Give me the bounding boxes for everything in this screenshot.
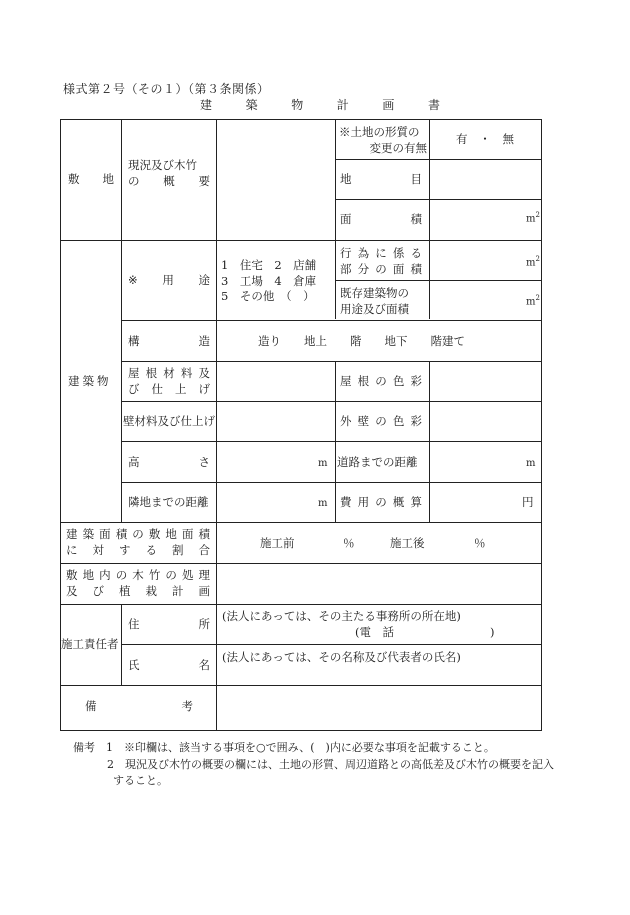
note-line-2: 2 現況及び木竹の概要の欄には、土地の形質、周辺道路との高低差及び木竹の概要を記入 [107,757,554,771]
act-area-unit: $m^2$ [526,255,540,269]
land-category-label: 地 目 [340,172,422,186]
row-divider [335,199,541,200]
cost-unit: 円 [522,495,534,509]
row-divider [121,401,541,402]
row-divider [121,482,541,483]
phone-close: ) [490,625,495,639]
name-note: (法人にあっては、その名称及び代表者の氏名) [222,650,461,664]
after-percent: ％ [474,536,486,550]
row-divider [121,361,541,362]
before-construction-label: 施工前 [260,536,295,550]
wall-material-label: 壁材料及び仕上げ [123,414,215,428]
form-notes [73,740,554,790]
title-char: 物 [291,98,304,112]
address-note: (法人にあっては、その主たる事務所の所在地) [222,609,461,623]
row-divider [121,644,541,645]
roof-material-label: 屋 根 材 料 及 び 仕 上 げ [128,366,210,396]
coverage-ratio-label: 建 築 面 積 の 敷 地 面 積 に 対 す る 割 合 [66,527,210,557]
form-title [200,96,440,113]
area-unit: $m^2$ [526,211,540,225]
title-char: 築 [245,98,258,112]
title-char: 計 [336,98,349,112]
act-area-label: 行 為 に 係 る 部 分 の 面 積 [340,246,422,276]
existing-use-label: 既存建築物の 用途及び面積 [340,286,409,316]
use-label: ※ 用 途 [128,273,210,287]
row-divider [60,685,541,686]
remarks-label: 備 考 [85,699,193,713]
roof-color-label: 屋 根 の 色 彩 [340,374,422,388]
table-border-top [60,119,542,120]
table-border-bottom [60,730,542,731]
wall-color-label: 外 壁 の 色 彩 [340,414,422,428]
road-distance-label: 道路までの距離 [337,455,418,469]
row-divider [335,280,541,281]
address-label: 住 所 [128,617,210,631]
height-label: 高 さ [128,455,210,469]
row-divider [121,320,541,321]
height-unit: m [318,458,328,469]
title-char: 建 [200,98,213,112]
row-divider [335,159,541,160]
col-divider [335,119,336,319]
area-label: 面 積 [340,212,422,226]
col-divider [216,119,217,731]
row-divider [121,441,541,442]
note-line-1: 備考 1 ※印欄は、該当する事項を○で囲み、( )内に必要な事項を記載すること。 [73,741,495,754]
row-divider [60,240,541,241]
road-distance-unit: m [526,458,536,469]
neighbor-distance-label: 隣地までの距離 [128,495,209,509]
overview-label: 現況及び木竹 の 概 要 [128,158,210,188]
cost-label: 費 用 の 概 算 [340,495,422,509]
after-construction-label: 施工後 [390,536,425,550]
form-number: 様式第２号（その１）（第３条関係） [63,82,270,96]
structure-value: 造り 地上 階 地下 階建て [258,334,465,348]
title-char: 画 [382,98,395,112]
land-change-value: 有 ・ 無 [456,132,514,146]
phone-label: (電 話 [355,625,394,639]
neighbor-distance-unit: m [318,498,328,509]
before-percent: ％ [343,536,355,550]
note-line-3: すること。 [113,774,168,787]
col-divider [429,119,430,319]
contractor-label: 施工責任者 [61,637,119,651]
use-options: 1 住宅 2 店舗 3 工場 4 倉庫 5 その他 （ ） [221,258,317,304]
tree-plan-label: 敷 地 内 の 木 竹 の 処 理 及 び 植 栽 計 画 [66,568,210,598]
title-char: 書 [427,98,440,112]
structure-label: 構 造 [128,334,210,348]
land-change-label: ※土地の形質の 変更の有無 [339,125,427,155]
name-label: 氏 名 [128,658,210,672]
building-label: 建築物 [68,374,112,388]
row-divider [60,604,541,605]
row-divider [60,563,541,564]
table-border-right [541,119,542,731]
existing-area-unit: $m^2$ [526,294,540,308]
row-divider [60,522,541,523]
site-label: 敷 地 [68,172,114,186]
